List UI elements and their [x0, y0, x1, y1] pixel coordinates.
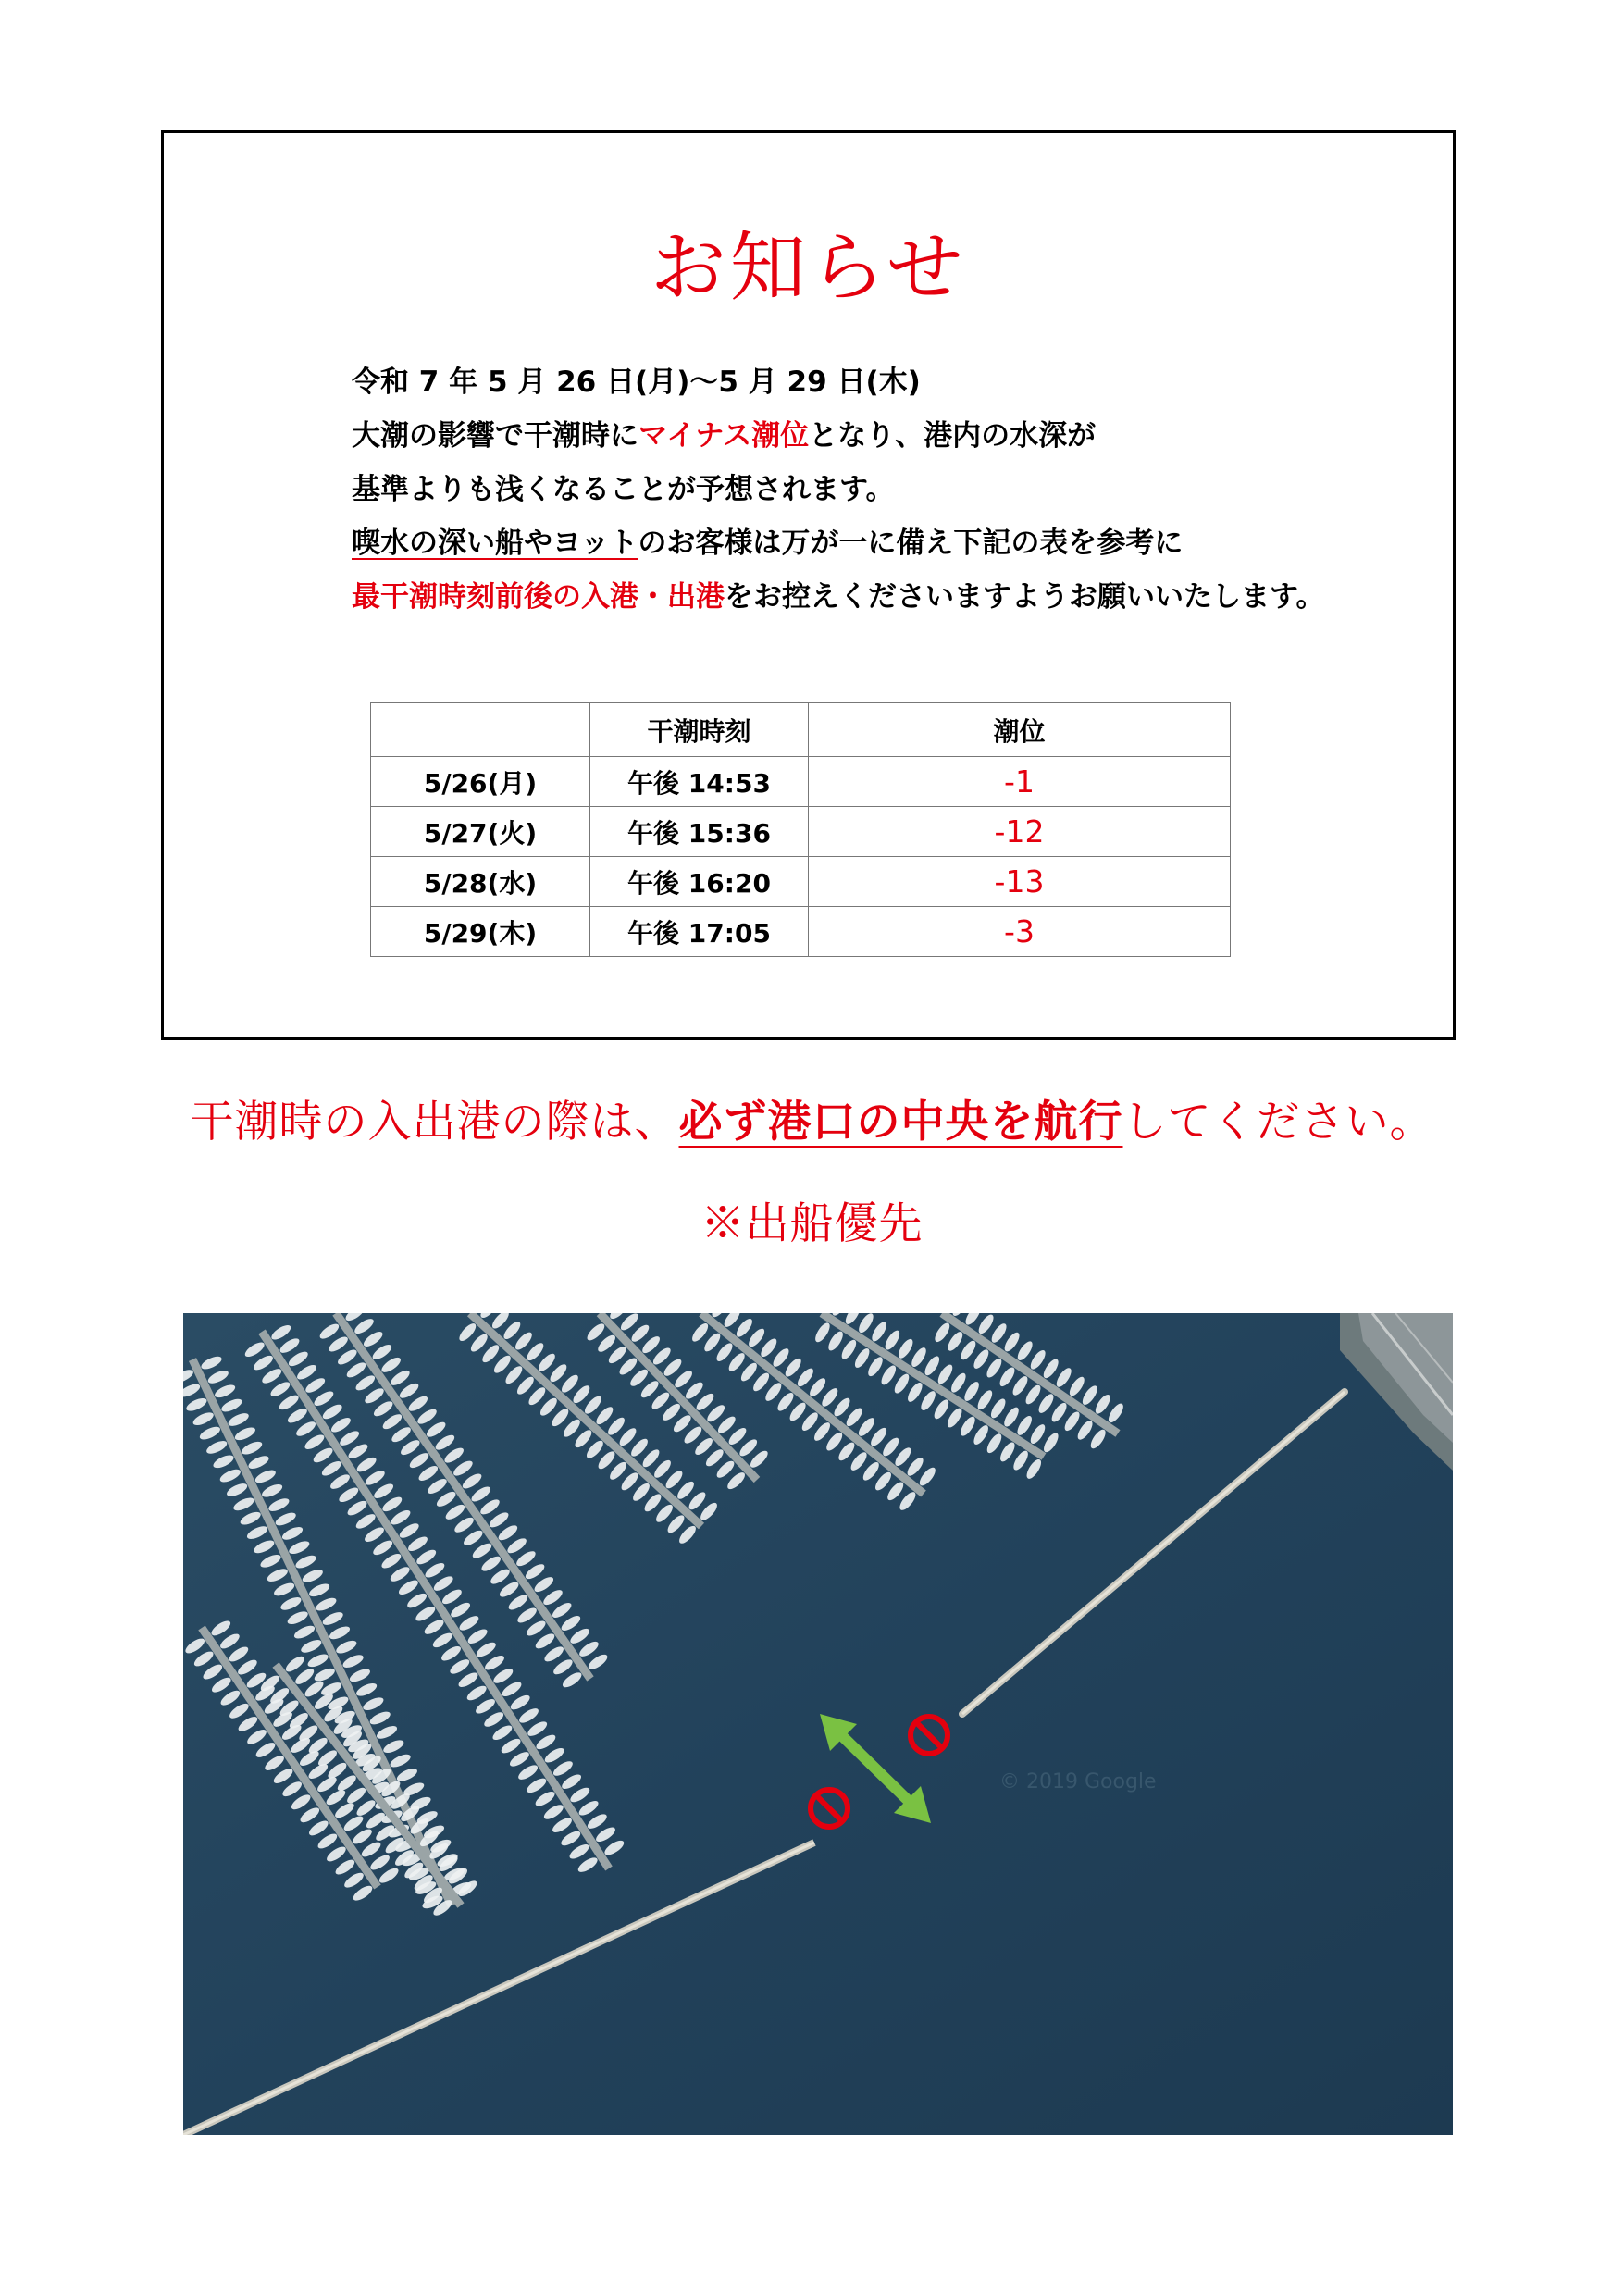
instruction-emphasis: 必ず港口の中央を航行 [678, 1097, 1123, 1148]
table-row [371, 857, 1231, 907]
notice-line-3: 基準よりも浅くなることが予想されます。 [352, 473, 895, 506]
row-date: 5/26(月) [371, 757, 590, 807]
map-watermark: © 2019 Google [999, 1770, 1157, 1793]
instruction-pre: 干潮時の入出港の際は、 [190, 1097, 679, 1148]
deep-draft-text: 喫水の深い船やヨット [352, 527, 638, 560]
navigation-instruction [0, 1087, 1624, 1149]
row-date: 5/27(火) [371, 807, 590, 857]
instruction-post: してください。 [1122, 1097, 1434, 1148]
row-level: -12 [809, 807, 1231, 857]
notice-title: お知らせ [650, 224, 967, 312]
tide-table-header [371, 703, 1231, 757]
notice-line-4 [352, 516, 1444, 570]
row-level: -13 [809, 857, 1231, 907]
priority-note: ※出船優先 [700, 1198, 924, 1249]
notice-line-2 [352, 409, 1444, 463]
notice-body [352, 355, 1444, 624]
table-row [371, 807, 1231, 857]
table-row [371, 757, 1231, 807]
notice-date-range: 令和 7 年 5 月 26 日(月)～5 月 29 日(木) [352, 366, 921, 399]
notice-box [161, 130, 1456, 1040]
row-time: 午後 14:53 [590, 757, 809, 807]
notice-line-2-a: 大潮の影響で干潮時に [352, 419, 638, 453]
minus-tide-text: マイナス潮位 [638, 419, 810, 453]
table-row [371, 907, 1231, 957]
notice-line-4-b: のお客様は万が一に備え下記の表を参考に [638, 527, 1184, 560]
notice-line-2-c: となり、港内の水深が [809, 419, 1097, 453]
tide-table [370, 702, 1231, 957]
row-date: 5/29(木) [371, 907, 590, 957]
row-level: -1 [809, 757, 1231, 807]
row-time: 午後 15:36 [590, 807, 809, 857]
row-time: 午後 17:05 [590, 907, 809, 957]
aerial-harbor-map [183, 1313, 1453, 2135]
avoid-time-text: 最干潮時刻前後の入港・出港 [352, 580, 725, 614]
row-date: 5/28(水) [371, 857, 590, 907]
row-time: 午後 16:20 [590, 857, 809, 907]
row-level: -3 [809, 907, 1231, 957]
header-date [371, 703, 590, 757]
notice-line-5 [352, 570, 1444, 624]
header-low-tide-time: 干潮時刻 [590, 703, 809, 757]
header-tide-level: 潮位 [809, 703, 1231, 757]
notice-line-5-b: をお控えくださいますようお願いいたします。 [725, 580, 1325, 614]
